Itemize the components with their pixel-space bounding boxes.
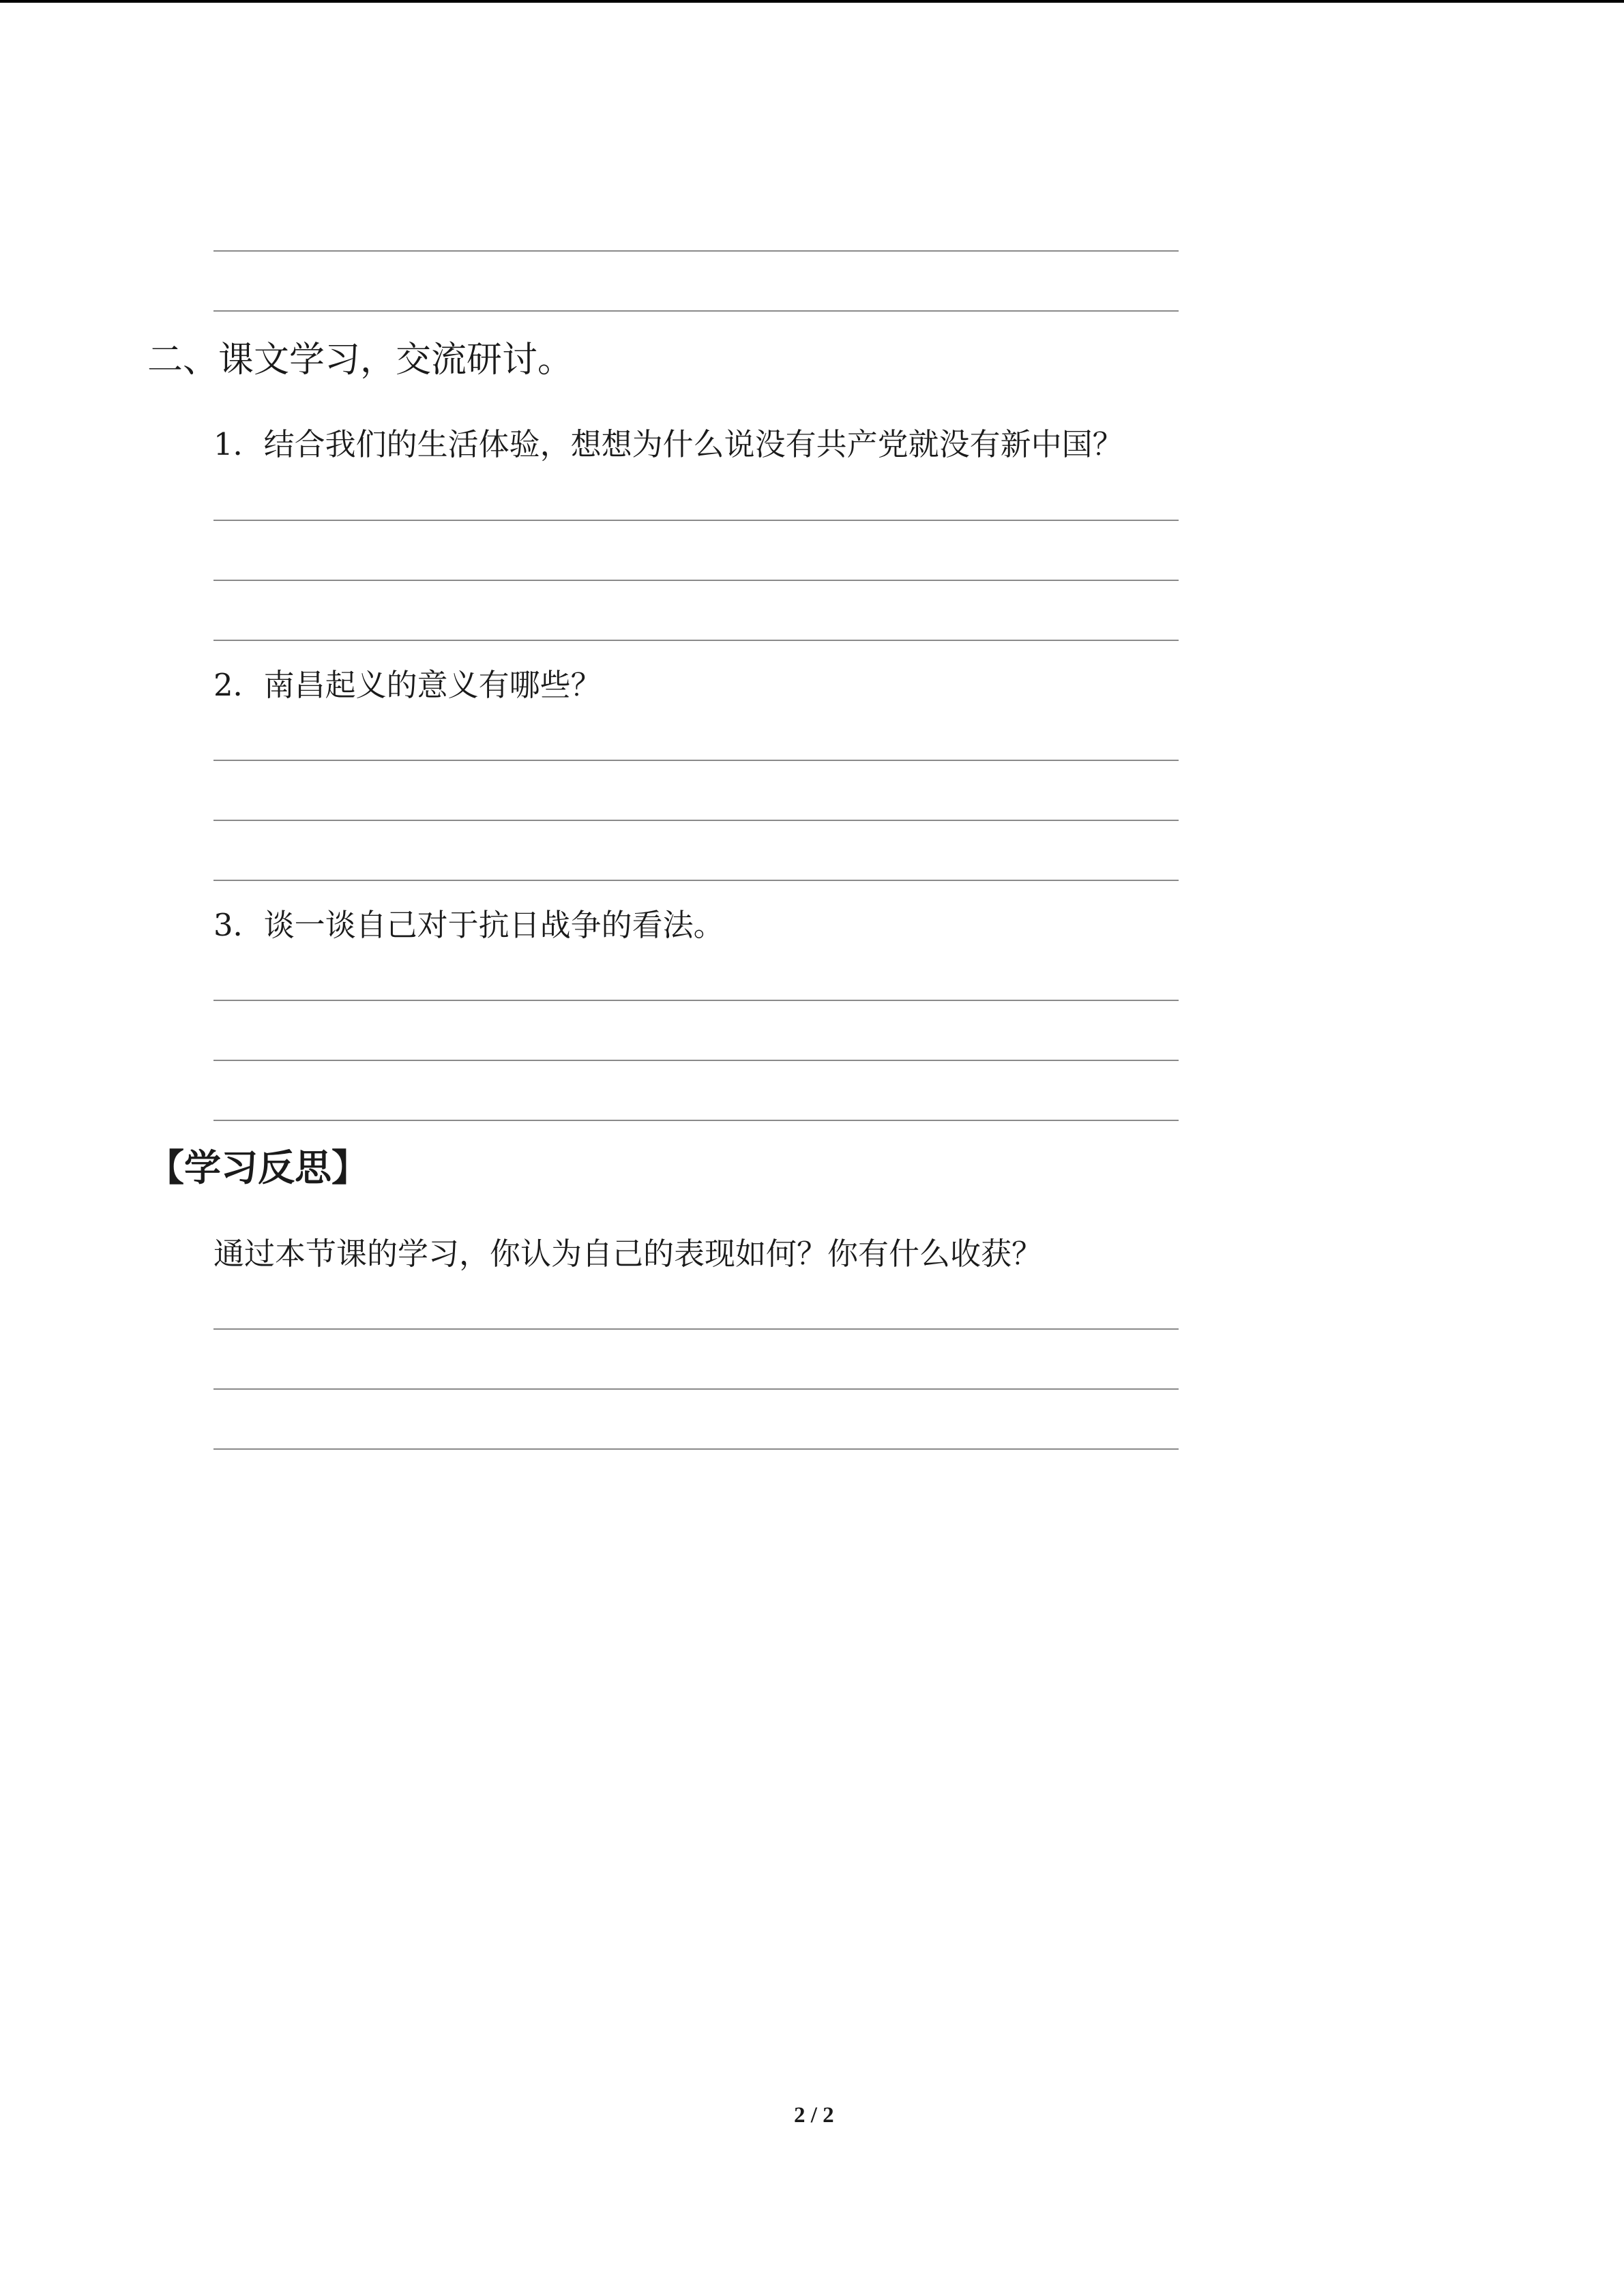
reflection-heading: 【学习反思】 — [147, 1146, 368, 1189]
answer-line[interactable] — [213, 250, 1179, 252]
answer-line[interactable] — [213, 1388, 1179, 1390]
answer-line[interactable] — [213, 820, 1179, 821]
question-3: 3．谈一谈自己对于抗日战争的看法。 — [213, 907, 724, 943]
answer-line[interactable] — [213, 640, 1179, 641]
answer-line[interactable] — [213, 1120, 1179, 1121]
page-number: 2 / 2 — [794, 2103, 834, 2128]
section-heading: 二、课文学习，交流研讨。 — [147, 340, 574, 381]
answer-line[interactable] — [213, 310, 1179, 312]
page-top-border — [0, 0, 1624, 3]
question-1: 1．结合我们的生活体验，想想为什么说没有共产党就没有新中国？ — [213, 426, 1123, 462]
question-2: 2．南昌起义的意义有哪些？ — [213, 667, 602, 703]
answer-line[interactable] — [213, 880, 1179, 881]
answer-line[interactable] — [213, 580, 1179, 581]
answer-line[interactable] — [213, 1328, 1179, 1330]
answer-line[interactable] — [213, 1060, 1179, 1061]
reflection-prompt: 通过本节课的学习，你认为自己的表现如何？你有什么收获？ — [213, 1236, 1043, 1272]
answer-line[interactable] — [213, 520, 1179, 521]
answer-line[interactable] — [213, 1000, 1179, 1001]
answer-line[interactable] — [213, 760, 1179, 761]
answer-line[interactable] — [213, 1448, 1179, 1450]
